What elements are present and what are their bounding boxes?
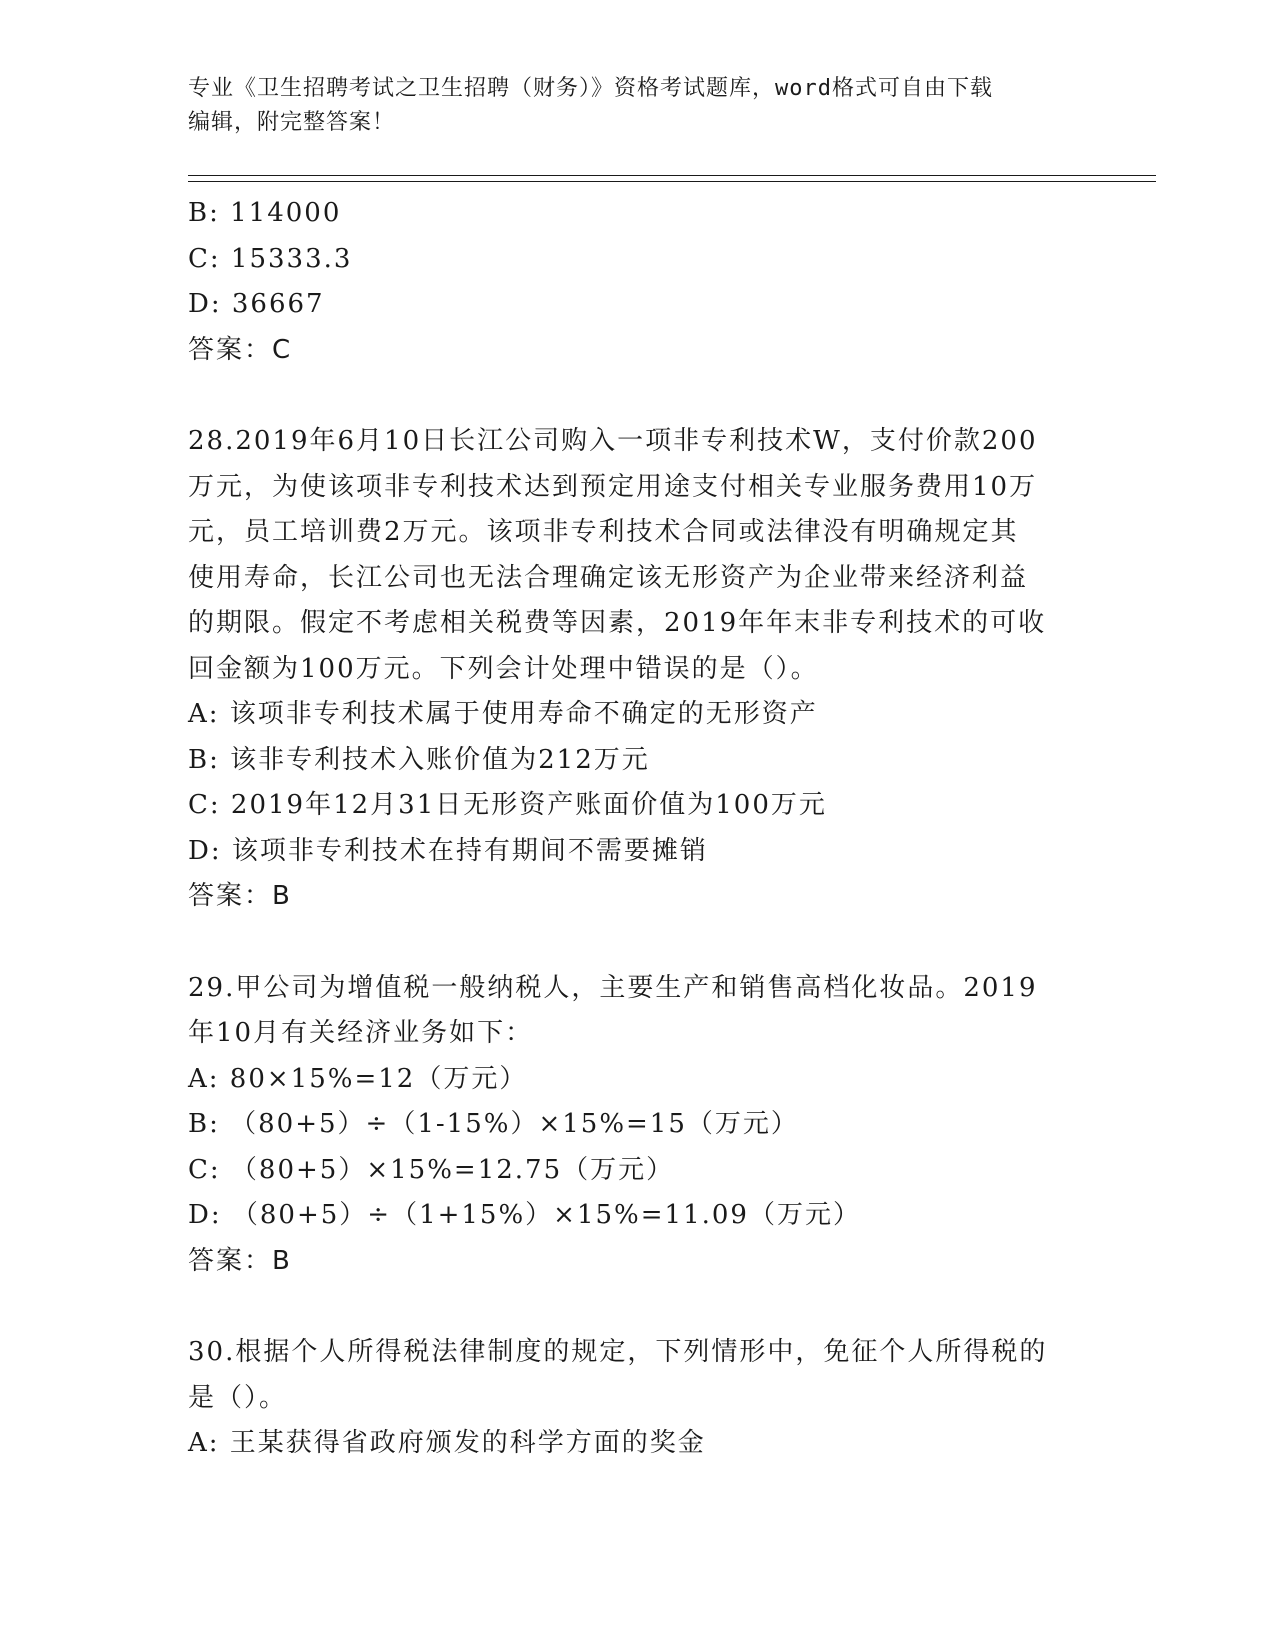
option-c: C: 2019年12月31日无形资产账面价值为100万元: [188, 790, 827, 820]
question-stem-line: 回金额为100万元。下列会计处理中错误的是（）。: [188, 653, 819, 684]
question-stem-line: 万元，为使该项非专利技术达到预定用途支付相关专业服务费用10万: [188, 471, 1038, 502]
option-c: C: 15333.3: [188, 243, 353, 274]
option-a: A: 王某获得省政府颁发的科学方面的奖金: [188, 1428, 706, 1458]
question-stem-line: 元，员工培训费2万元。该项非专利技术合同或法律没有明确规定其: [188, 517, 1019, 547]
header-line-2: 编辑，附完整答案！: [188, 110, 396, 135]
header-line-1: 专业《卫生招聘考试之卫生招聘（财务）》资格考试题库，word格式可自由下载: [188, 76, 993, 101]
question-29: [188, 966, 1088, 1285]
document-header: [188, 72, 1068, 140]
question-27-tail: [188, 191, 1088, 373]
option-d: D: 该项非专利技术在持有期间不需要摊销: [188, 835, 708, 866]
header-divider-bottom: [188, 181, 1156, 182]
answer-line: 答案：B: [188, 881, 292, 911]
question-stem-line: 年10月有关经济业务如下：: [188, 1018, 534, 1048]
option-b: B: 114000: [188, 198, 342, 228]
document-body: [188, 191, 1088, 1467]
question-stem-line: 使用寿命，长江公司也无法合理确定该无形资产为企业带来经济利益: [188, 562, 1029, 593]
answer-line: 答案：C: [188, 334, 293, 365]
option-b: B: 该非专利技术入账价值为212万元: [188, 744, 650, 775]
question-30: [188, 1330, 1088, 1467]
question-28: [188, 419, 1088, 920]
option-a: A: 80×15%=12（万元）: [188, 1063, 528, 1094]
question-stem-line: 28.2019年6月10日长江公司购入一项非专利技术W，支付价款200: [188, 426, 1038, 456]
answer-line: 答案：B: [188, 1245, 292, 1276]
option-b: B: （80+5）÷（1-15%）×15%=15（万元）: [188, 1109, 799, 1139]
question-stem-line: 29.甲公司为增值税一般纳税人，主要生产和销售高档化妆品。2019: [188, 972, 1038, 1003]
question-stem-line: 30.根据个人所得税法律制度的规定，下列情形中，免征个人所得税的: [188, 1337, 1048, 1367]
header-divider-top: [188, 175, 1156, 176]
question-stem-line: 是（）。: [188, 1382, 288, 1413]
option-d: D: （80+5）÷（1+15%）×15%=11.09（万元）: [188, 1200, 861, 1230]
option-a: A: 该项非专利技术属于使用寿命不确定的无形资产: [188, 699, 818, 729]
option-d: D: 36667: [188, 289, 325, 319]
option-c: C: （80+5）×15%=12.75（万元）: [188, 1154, 675, 1185]
question-stem-line: 的期限。假定不考虑相关税费等因素，2019年年末非专利技术的可收: [188, 608, 1047, 638]
